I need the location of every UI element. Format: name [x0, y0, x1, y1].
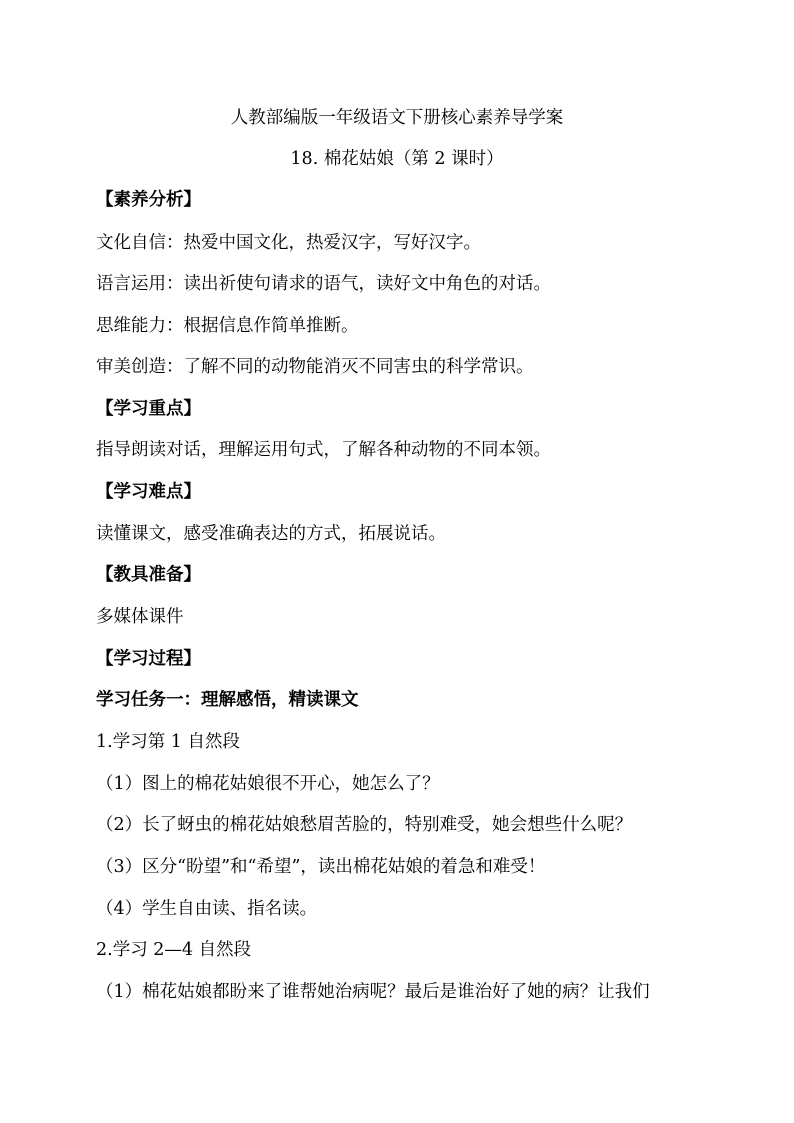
process-heading: 【学习过程】	[96, 649, 201, 669]
lesson-subtitle: 18. 棉花姑娘（第 2 课时）	[290, 149, 504, 169]
question-item: （1）棉花姑娘都盼来了谁帮她治病呢？最后是谁治好了她的病？让我们	[96, 982, 650, 1002]
question-item: （1）图上的棉花姑娘很不开心，她怎么了？	[96, 774, 440, 794]
question-item: （2）长了蚜虫的棉花姑娘愁眉苦脸的，特别难受，她会想些什么呢？	[96, 815, 633, 835]
materials-text: 多媒体课件	[96, 607, 184, 627]
difficulty-text: 读懂课文，感受准确表达的方式，拓展说话。	[96, 524, 446, 544]
question-item: （4）学生自由读、指名读。	[96, 899, 318, 919]
document-title: 人教部编版一年级语文下册核心素养导学案	[230, 108, 564, 128]
literacy-item: 审美创造：了解不同的动物能消灭不同害虫的科学常识。	[96, 357, 534, 377]
materials-heading: 【教具准备】	[96, 565, 201, 585]
literacy-item: 文化自信：热爱中国文化，热爱汉字，写好汉字。	[96, 233, 481, 253]
part-title: 1.学习第 1 自然段	[96, 732, 240, 752]
literacy-heading: 【素养分析】	[96, 190, 201, 210]
literacy-item: 思维能力：根据信息作简单推断。	[96, 316, 359, 336]
task-title: 学习任务一：理解感悟，精读课文	[96, 690, 359, 710]
difficulty-heading: 【学习难点】	[96, 482, 201, 502]
focus-text: 指导朗读对话，理解运用句式，了解各种动物的不同本领。	[96, 440, 551, 460]
part-title: 2.学习 2—4 自然段	[96, 940, 252, 960]
literacy-item: 语言运用：读出祈使句请求的语气，读好文中角色的对话。	[96, 274, 551, 294]
focus-heading: 【学习重点】	[96, 399, 201, 419]
question-item: （3）区分“盼望”和“希望”，读出棉花姑娘的着急和难受！	[96, 857, 546, 877]
